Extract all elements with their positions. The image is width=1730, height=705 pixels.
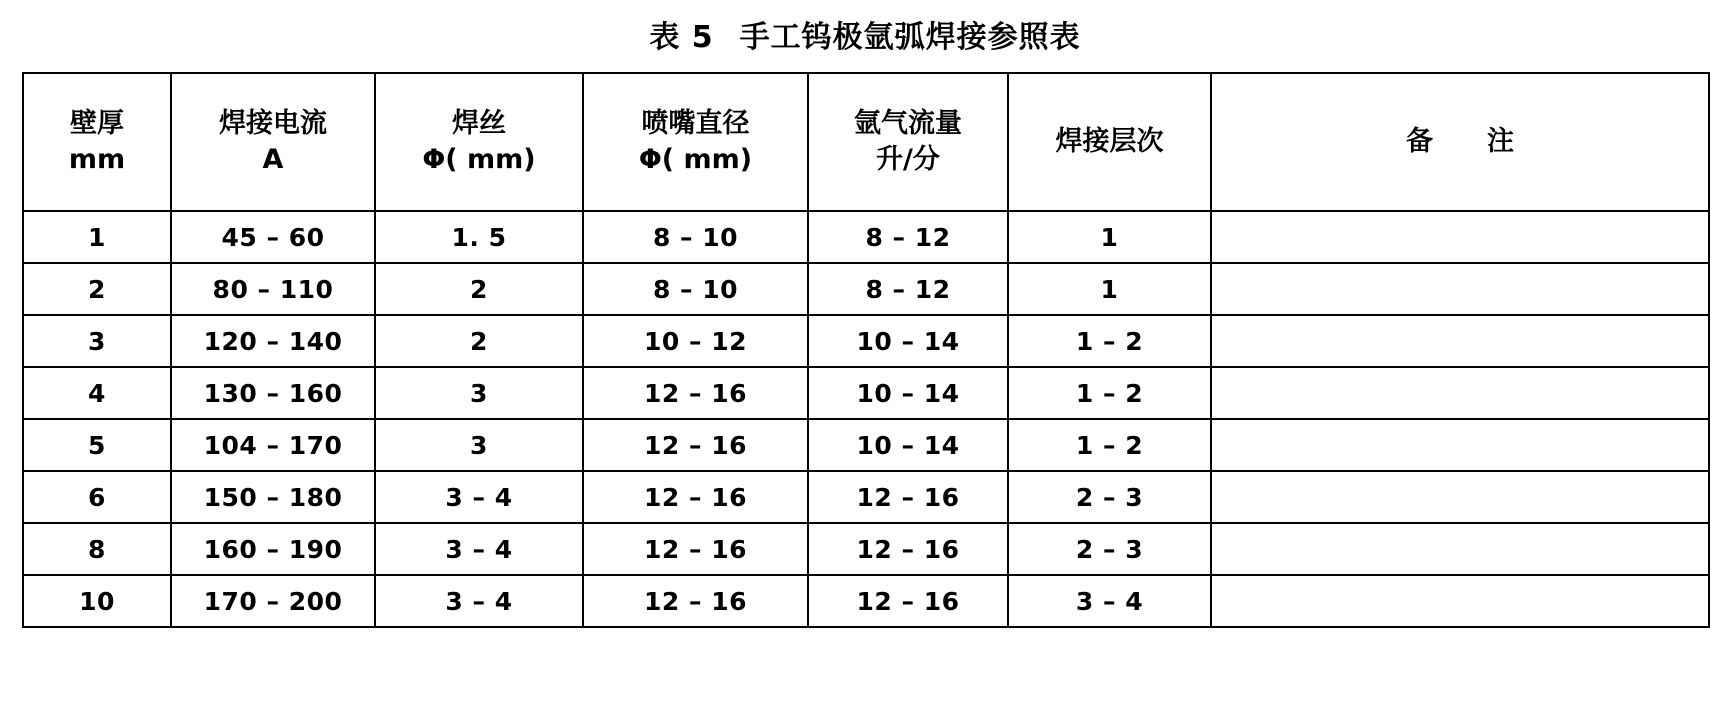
cell-nozzle-diameter: 10 – 12 — [583, 315, 808, 367]
cell-wall-thickness: 5 — [23, 419, 171, 471]
cell-nozzle-diameter: 12 – 16 — [583, 419, 808, 471]
cell-remarks — [1211, 575, 1709, 627]
cell-weld-layers: 1 — [1008, 263, 1211, 315]
table-header — [23, 73, 1709, 211]
table-title-number: 表 5 — [649, 20, 714, 55]
cell-welding-wire: 3 – 4 — [375, 575, 583, 627]
table-header-row — [23, 73, 1709, 211]
column-header-line1: 焊接电流 — [219, 107, 327, 139]
cell-argon-flow: 8 – 12 — [808, 263, 1008, 315]
table-row — [23, 575, 1709, 627]
cell-wall-thickness: 8 — [23, 523, 171, 575]
cell-nozzle-diameter: 12 – 16 — [583, 523, 808, 575]
cell-nozzle-diameter: 12 – 16 — [583, 471, 808, 523]
cell-remarks — [1211, 263, 1709, 315]
cell-weld-layers: 1 – 2 — [1008, 315, 1211, 367]
table-row — [23, 315, 1709, 367]
column-header-wall-thickness — [23, 73, 171, 211]
table-row — [23, 471, 1709, 523]
cell-remarks — [1211, 419, 1709, 471]
cell-nozzle-diameter: 8 – 10 — [583, 263, 808, 315]
cell-nozzle-diameter: 8 – 10 — [583, 211, 808, 263]
table-row — [23, 367, 1709, 419]
table-body — [23, 211, 1709, 627]
cell-welding-current: 130 – 160 — [171, 367, 375, 419]
cell-nozzle-diameter: 12 – 16 — [583, 367, 808, 419]
column-header-line1: 焊接层次 — [1055, 125, 1164, 157]
column-header-remarks — [1211, 73, 1709, 211]
cell-argon-flow: 12 – 16 — [808, 471, 1008, 523]
table-title-text: 手工钨极氩弧焊接参照表 — [739, 20, 1081, 55]
column-header-line2: Φ( mm) — [422, 144, 536, 175]
cell-wall-thickness: 6 — [23, 471, 171, 523]
cell-weld-layers: 1 — [1008, 211, 1211, 263]
column-header-line1: 壁厚 — [70, 107, 124, 139]
cell-welding-current: 80 – 110 — [171, 263, 375, 315]
column-header-line1: 喷嘴直径 — [641, 107, 750, 139]
cell-welding-current: 104 – 170 — [171, 419, 375, 471]
column-header-weld-layers — [1008, 73, 1211, 211]
table-title — [0, 0, 1730, 72]
cell-welding-wire: 3 – 4 — [375, 523, 583, 575]
cell-argon-flow: 10 – 14 — [808, 419, 1008, 471]
table-container — [0, 72, 1730, 628]
cell-remarks — [1211, 471, 1709, 523]
table-row — [23, 211, 1709, 263]
cell-welding-wire: 2 — [375, 263, 583, 315]
cell-remarks — [1211, 211, 1709, 263]
cell-wall-thickness: 1 — [23, 211, 171, 263]
page-bottom-edge — [0, 687, 1730, 705]
cell-argon-flow: 8 – 12 — [808, 211, 1008, 263]
cell-welding-current: 160 – 190 — [171, 523, 375, 575]
cell-wall-thickness: 10 — [23, 575, 171, 627]
column-header-argon-flow — [808, 73, 1008, 211]
cell-welding-wire: 3 — [375, 419, 583, 471]
cell-welding-current: 45 – 60 — [171, 211, 375, 263]
cell-welding-current: 150 – 180 — [171, 471, 375, 523]
cell-welding-wire: 2 — [375, 315, 583, 367]
cell-welding-wire: 1. 5 — [375, 211, 583, 263]
column-header-welding-wire — [375, 73, 583, 211]
cell-argon-flow: 12 – 16 — [808, 575, 1008, 627]
column-header-line1: 焊丝 — [452, 107, 506, 139]
cell-wall-thickness: 4 — [23, 367, 171, 419]
column-header-line2: 升/分 — [876, 144, 940, 175]
cell-welding-wire: 3 — [375, 367, 583, 419]
cell-remarks — [1211, 315, 1709, 367]
cell-weld-layers: 1 – 2 — [1008, 367, 1211, 419]
cell-weld-layers: 1 – 2 — [1008, 419, 1211, 471]
cell-welding-current: 170 – 200 — [171, 575, 375, 627]
cell-argon-flow: 10 – 14 — [808, 367, 1008, 419]
cell-weld-layers: 2 – 3 — [1008, 523, 1211, 575]
column-header-line2: Φ( mm) — [638, 144, 753, 175]
cell-remarks — [1211, 523, 1709, 575]
column-header-line1: 备 注 — [1406, 125, 1514, 157]
cell-argon-flow: 10 – 14 — [808, 315, 1008, 367]
column-header-welding-current — [171, 73, 375, 211]
cell-argon-flow: 12 – 16 — [808, 523, 1008, 575]
cell-nozzle-diameter: 12 – 16 — [583, 575, 808, 627]
column-header-line2: A — [262, 144, 284, 175]
cell-weld-layers: 2 – 3 — [1008, 471, 1211, 523]
column-header-nozzle-diameter — [583, 73, 808, 211]
cell-wall-thickness: 2 — [23, 263, 171, 315]
column-header-line1: 氩气流量 — [854, 107, 962, 139]
table-row — [23, 523, 1709, 575]
cell-wall-thickness: 3 — [23, 315, 171, 367]
cell-welding-wire: 3 – 4 — [375, 471, 583, 523]
cell-welding-current: 120 – 140 — [171, 315, 375, 367]
welding-parameters-table — [22, 72, 1710, 628]
table-row — [23, 263, 1709, 315]
table-row — [23, 419, 1709, 471]
cell-remarks — [1211, 367, 1709, 419]
column-header-line2: mm — [68, 144, 126, 175]
cell-weld-layers: 3 – 4 — [1008, 575, 1211, 627]
